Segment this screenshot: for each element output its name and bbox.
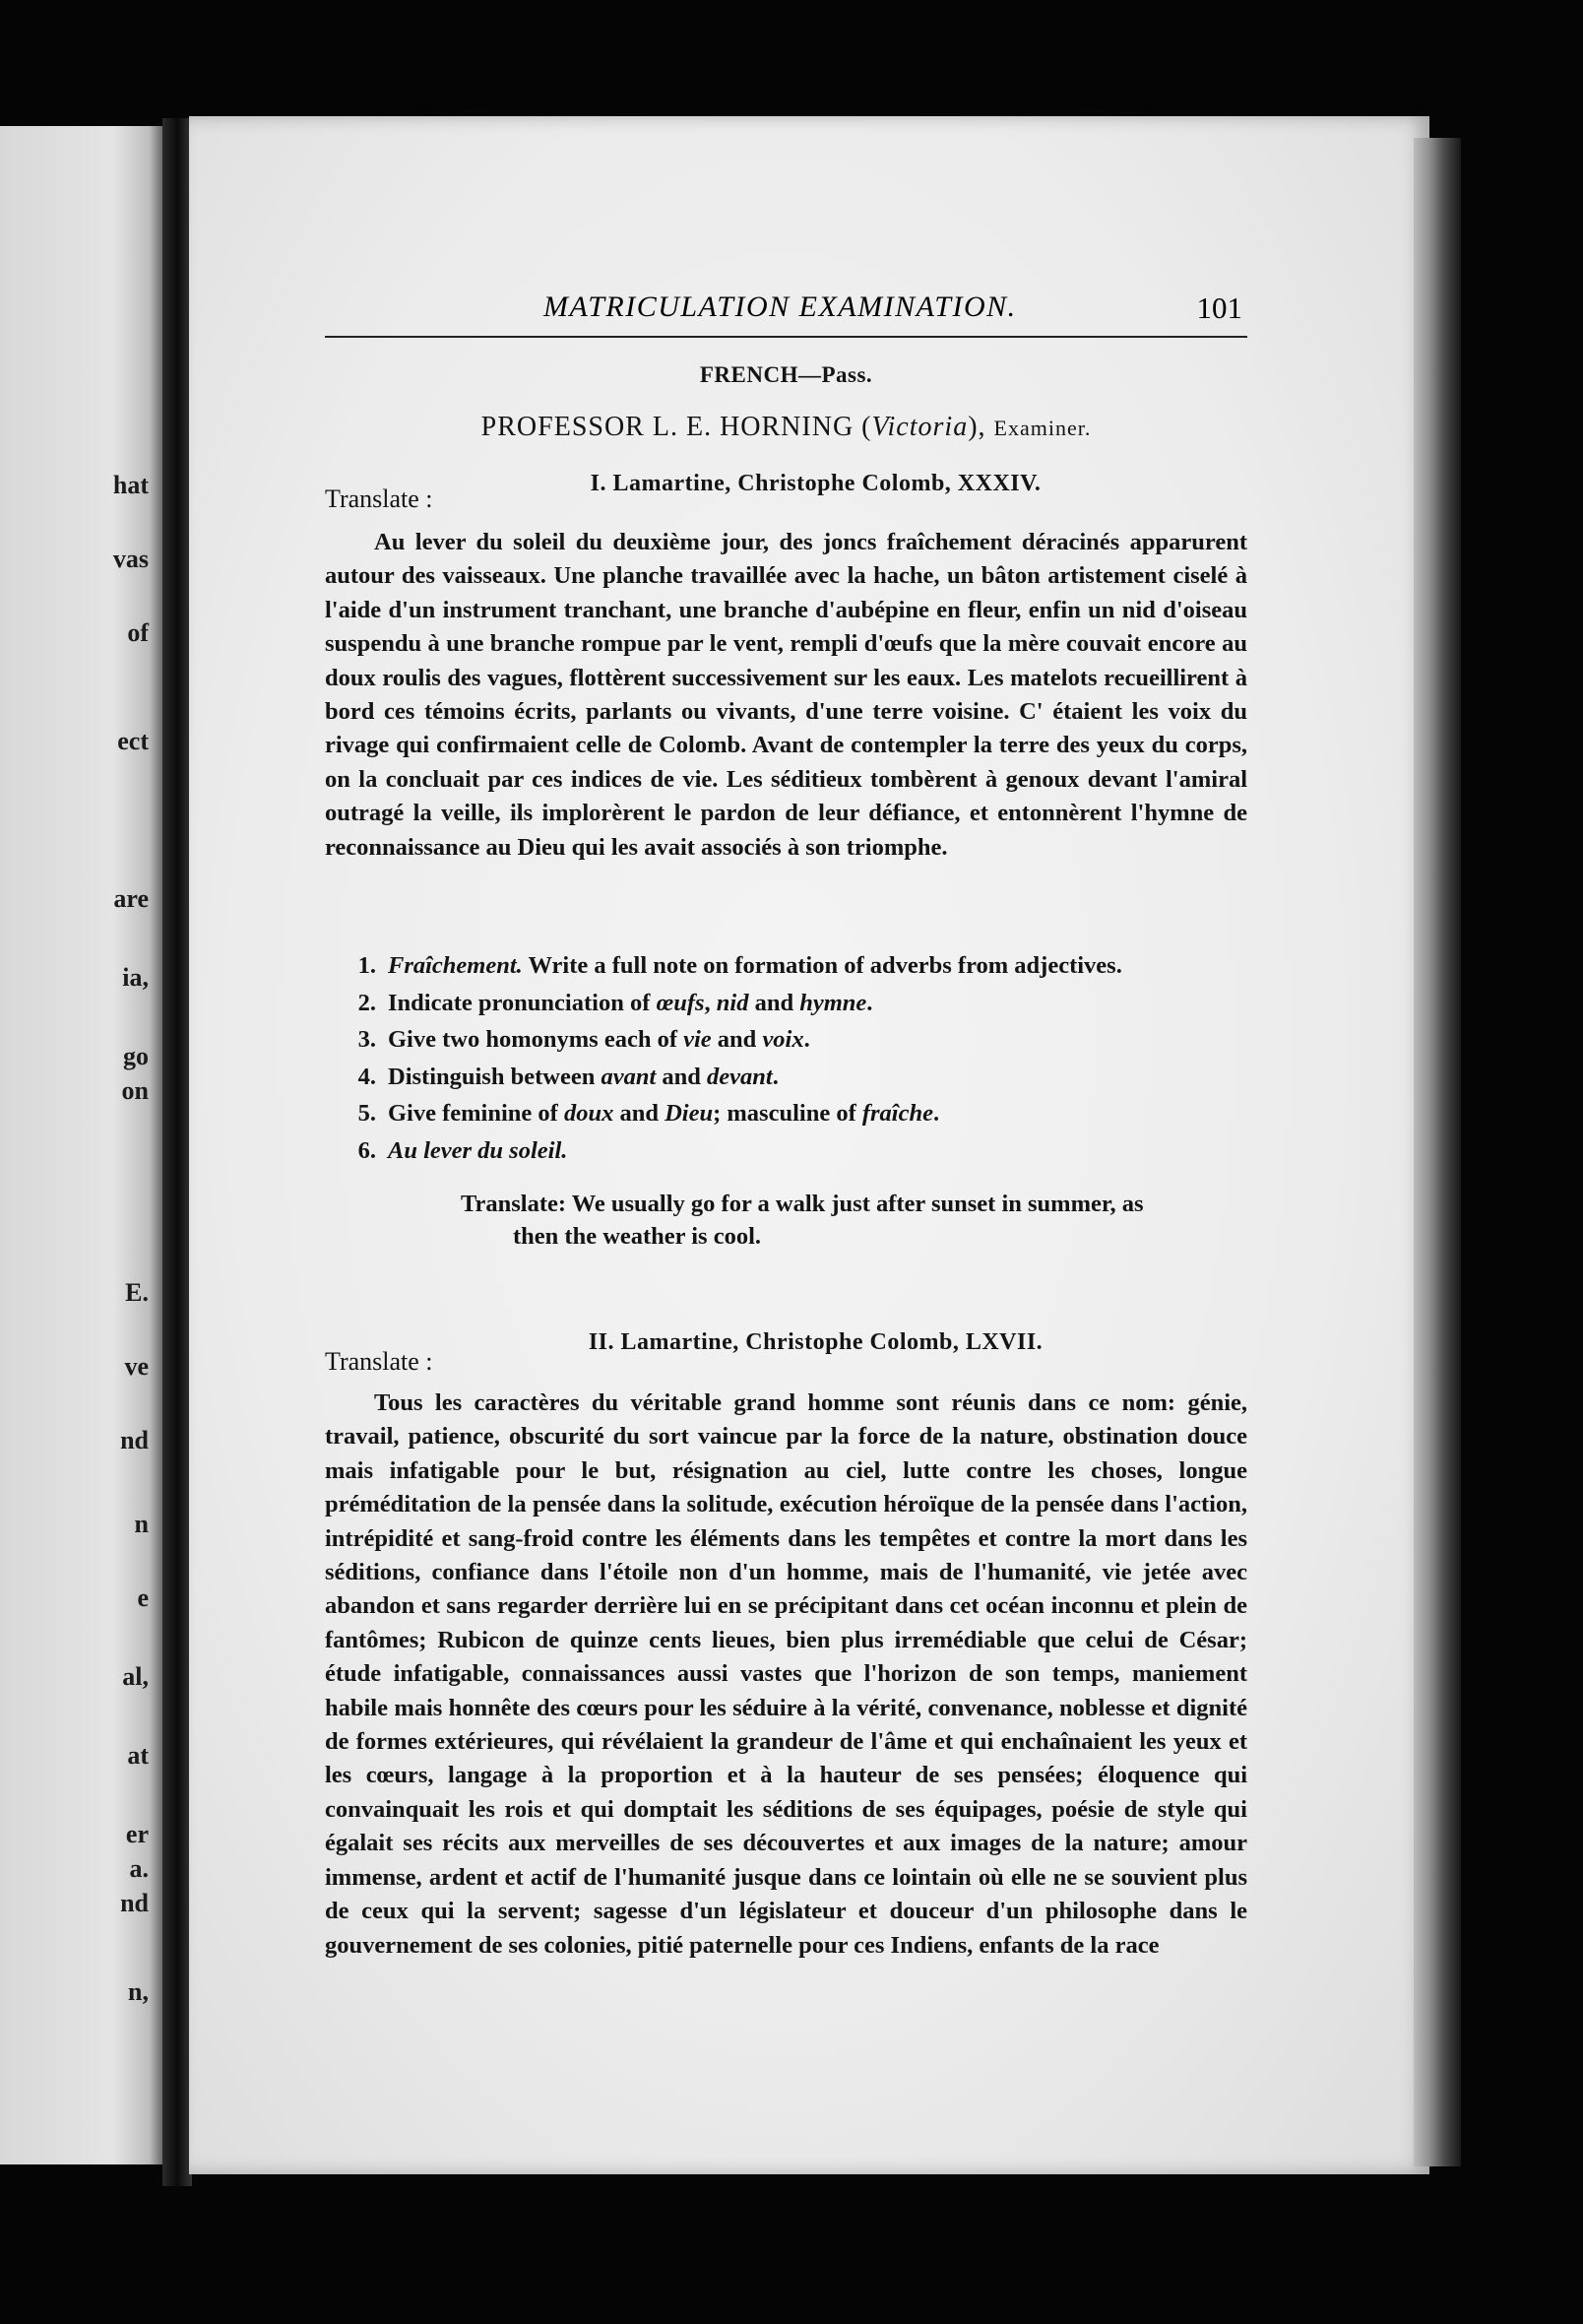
examiner-line: PROFESSOR L. E. HORNING (Victoria), Examiner. [480, 412, 1092, 442]
section2-translate-label: Translate : [325, 1347, 433, 1376]
section1-translate-label: Translate : [325, 484, 433, 513]
question-text: . [772, 1063, 779, 1090]
question-number: 6. [357, 1136, 376, 1164]
question-text: Au lever du soleil. [388, 1136, 568, 1164]
examiner-affiliation: Victoria [871, 412, 969, 442]
question-number: 5. [357, 1100, 376, 1127]
question-text: and [748, 989, 800, 1016]
question-text: nid [716, 989, 749, 1016]
question-text: doux [563, 1100, 614, 1127]
left-page-text-fragment: nd [120, 1889, 149, 1917]
subject-heading: FRENCH—Pass. [699, 362, 873, 387]
question-number: 3. [357, 1026, 376, 1053]
left-page-text-fragment: on [121, 1076, 149, 1105]
section1-questions [335, 947, 1247, 1169]
question-text: Indicate pronunciation of [388, 989, 657, 1016]
section1-sub-translate [325, 1188, 1383, 1253]
left-page [0, 126, 162, 2164]
question-item [335, 1132, 1247, 1170]
question-text: voix [762, 1026, 804, 1053]
question-item [335, 985, 1247, 1022]
left-page-text-fragment: at [127, 1741, 149, 1770]
left-page-text-fragment: ect [117, 727, 149, 755]
page-header [325, 290, 1247, 330]
header-rule [325, 336, 1247, 338]
question-text: Give two homonyms each of [388, 1026, 684, 1053]
question-text: and [613, 1100, 665, 1127]
left-page-text-fragment: al, [122, 1662, 149, 1691]
book-gutter [162, 118, 192, 2186]
section1-passage: Au lever du soleil du deuxième jour, des joncs fraîchement déracinés apparurent autour des vaisseaux. Une planche travaillée avec la hache, un bâton artistement ciselé à l'aide d'un instrument tranchant, une branche d'aubépine en fleur, enfin un nid d'oiseau suspendu à une branche rompue par le vent, rempli d'œufs que la mère couvait encore au doux roulis des vagues, flottèrent successivement sur les eaux. Les matelots recueillirent à bord ces témoins écrits, parlants ou vivants, d'une terre voisine. C' étaient les voix du rivage qui confirmaient celle de Colomb. Avant de contempler la terre des yeux du corps, on la concluait par ces indices de vie. Les séditieux tombèrent à genoux devant l'amiral outragé la veille, ils implorèrent le pardon de leur défiance, et entonnèrent l'hymne de reconnaissance au Dieu qui les avait associés à son triomphe. [325, 529, 1247, 861]
question-number: 4. [357, 1063, 376, 1090]
left-page-text-fragment: vas [112, 545, 149, 573]
question-text: and [711, 1026, 763, 1053]
left-page-text-fragment: er [125, 1820, 149, 1848]
left-page-text-fragment: E. [125, 1278, 149, 1307]
question-text: Fraîchement. [388, 952, 523, 979]
question-text: . [803, 1026, 810, 1053]
question-text: Dieu [665, 1100, 714, 1127]
question-text: Distinguish between [388, 1063, 602, 1090]
left-page-text-fragment: ia, [122, 963, 149, 992]
sub-translate-line: Translate: We usually go for a walk just after sunset in summer, as [461, 1191, 1144, 1217]
running-title: MATRICULATION EXAMINATION. [543, 290, 1017, 323]
left-page-text-fragment: n [134, 1510, 149, 1538]
question-text: hymne [799, 989, 867, 1016]
question-item [335, 1021, 1247, 1059]
left-page-text-fragment: a. [129, 1854, 149, 1883]
question-text: , [704, 989, 717, 1016]
page-edge [1414, 138, 1461, 2166]
examiner-name: PROFESSOR L. E. HORNING [480, 412, 855, 442]
question-text: devant [707, 1063, 773, 1090]
section1-title: I. Lamartine, Christophe Colomb, XXXIV. [590, 471, 1042, 496]
left-page-text-fragment: nd [120, 1426, 149, 1454]
section2-passage: Tous les caractères du véritable grand homme sont réunis dans ce nom: génie, travail, patience, obscurité du sort vaincue par la force de la nature, obstination douce mais infatigable pour le but, résignation au ciel, lutte contre les choses, longue préméditation de la pensée dans la solitude, exécution héroïque de la pensée dans l'action, intrépidité et sang-froid contre les éléments dans les tempêtes et contre la mort dans les séditions, confiance dans l'étoile non d'un homme, mais de l'humanité, vie jetée avec abandon et sans regarder derrière lui en se précipitant dans cet océan inconnu et plein de fantômes; Rubicon de quinze cents lieues, bien plus irremédiable que celui de César; étude infatigable, connaissances aussi vastes que l'horizon de son temps, maniement habile mais honnête des cœurs pour les séduire à la vérité, convenance, noblesse et dignité de formes extérieures, qui révélaient la grandeur de l'âme et qui enchaînaient les yeux et les cœurs, langage à la proportion et à la hauteur de ses pensées; éloquence qui convainquait les rois et qui domptait les séditions de ses équipages, poésie de style qui égalait ses récits aux merveilles de ses découvertes et aux images de la nature; amour immense, ardent et actif de l'humanité jusque dans ce lointain où elle ne se souvient plus de ceux qui la servent; sagesse d'un législateur et douceur d'un philosophe dans le gouvernement de ses colonies, pitié paternelle pour ces Indiens, enfants de la race [325, 1389, 1247, 1959]
question-text: . [866, 989, 873, 1016]
left-page-text-fragment: are [113, 884, 149, 913]
question-item [335, 947, 1247, 985]
examiner-role: Examiner. [993, 416, 1092, 440]
left-page-text-fragment: n, [128, 1977, 149, 2006]
question-text: avant [601, 1063, 657, 1090]
question-text: ; masculine of [713, 1100, 862, 1127]
sub-translate-line: then the weather is cool. [513, 1223, 761, 1250]
question-text: Give feminine of [388, 1100, 564, 1127]
question-text: fraîche [861, 1100, 933, 1127]
left-page-text-fragment: ve [124, 1352, 149, 1381]
question-item [335, 1095, 1247, 1132]
section2-title: II. Lamartine, Christophe Colomb, LXVII. [588, 1329, 1044, 1355]
question-text: Write a full note on formation of adverbs from adjectives. [522, 952, 1122, 979]
question-item [335, 1059, 1247, 1096]
question-text: vie [683, 1026, 712, 1053]
left-page-text-fragment: go [123, 1042, 149, 1070]
question-number: 2. [357, 989, 376, 1016]
left-page-text-fragment: hat [112, 471, 149, 499]
question-text: œufs [656, 989, 705, 1016]
question-number: 1. [357, 952, 376, 979]
left-page-text-fragment: e [137, 1583, 149, 1612]
left-page-text-fragment: of [127, 618, 149, 647]
question-text: . [932, 1100, 940, 1127]
page-number: 101 [1196, 290, 1242, 325]
question-text: and [656, 1063, 708, 1090]
